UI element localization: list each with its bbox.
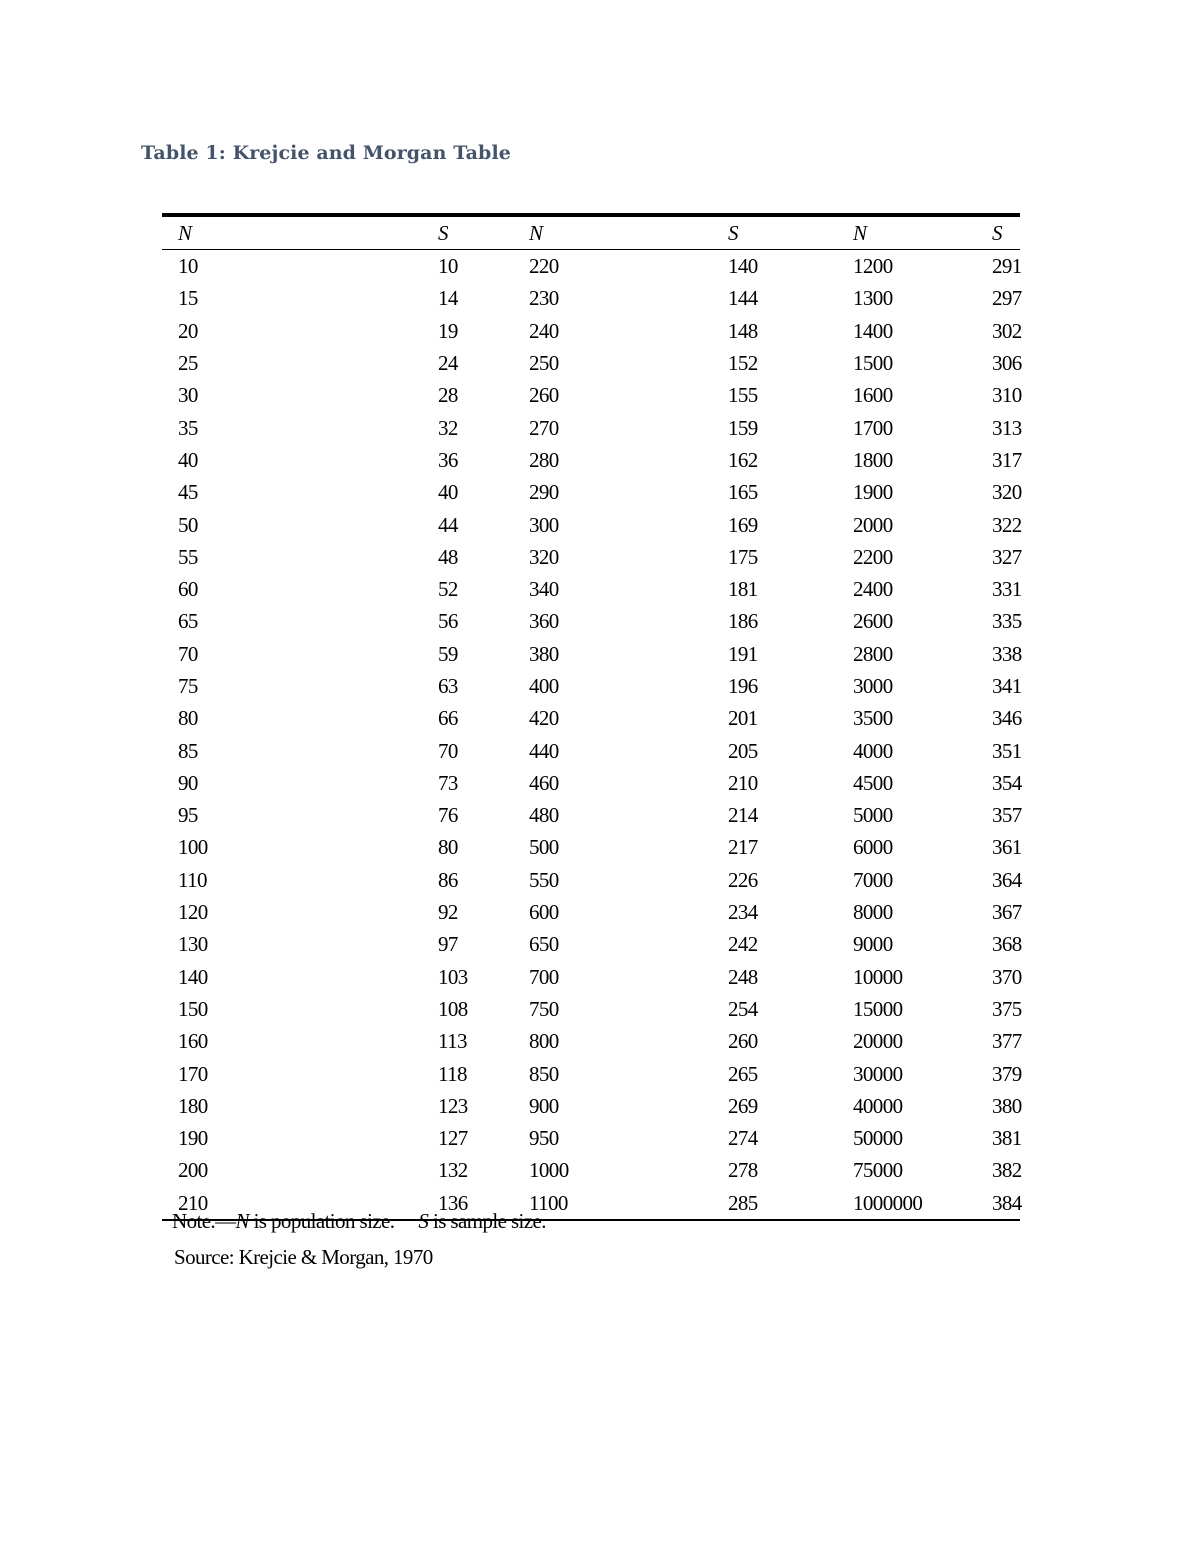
cell-s-2: 234	[728, 900, 758, 925]
cell-n-1: 170	[178, 1061, 208, 1086]
cell-s-3: 306	[992, 351, 1022, 376]
cell-n-2: 340	[529, 577, 559, 602]
cell-n-2: 750	[529, 996, 559, 1021]
cell-s-3: 364	[992, 867, 1022, 892]
cell-n-2: 360	[529, 609, 559, 634]
cell-n-3: 1000000	[853, 1190, 923, 1215]
cell-n-1: 200	[178, 1158, 208, 1183]
cell-n-3: 1400	[853, 318, 893, 343]
cell-n-3: 2000	[853, 512, 893, 537]
cell-s-2: 186	[728, 609, 758, 634]
cell-n-1: 25	[178, 351, 198, 376]
cell-n-2: 270	[529, 415, 559, 440]
cell-s-3: 310	[992, 383, 1022, 408]
cell-n-3: 1600	[853, 383, 893, 408]
cell-n-3: 75000	[853, 1158, 903, 1183]
cell-n-1: 95	[178, 803, 198, 828]
cell-n-3: 9000	[853, 932, 893, 957]
cell-n-1: 55	[178, 544, 198, 569]
cell-s-1: 73	[438, 770, 458, 795]
cell-s-2: 278	[728, 1158, 758, 1183]
cell-s-1: 19	[438, 318, 458, 343]
cell-s-3: 291	[992, 254, 1022, 279]
cell-s-3: 375	[992, 996, 1022, 1021]
cell-s-1: 86	[438, 867, 458, 892]
table-row	[162, 1154, 1020, 1186]
cell-n-2: 280	[529, 447, 559, 472]
cell-n-3: 1300	[853, 286, 893, 311]
cell-s-2: 175	[728, 544, 758, 569]
cell-s-2: 269	[728, 1093, 758, 1118]
cell-n-1: 60	[178, 577, 198, 602]
table-row	[162, 508, 1020, 540]
cell-n-3: 2400	[853, 577, 893, 602]
cell-s-2: 260	[728, 1029, 758, 1054]
cell-s-2: 274	[728, 1126, 758, 1151]
cell-n-1: 30	[178, 383, 198, 408]
cell-s-1: 123	[438, 1093, 468, 1118]
cell-s-3: 379	[992, 1061, 1022, 1086]
cell-s-3: 346	[992, 706, 1022, 731]
cell-s-1: 103	[438, 964, 468, 989]
cell-n-3: 2200	[853, 544, 893, 569]
table-row	[162, 476, 1020, 508]
cell-s-1: 36	[438, 447, 458, 472]
cell-n-1: 210	[178, 1190, 208, 1215]
header-sample-size-1: S	[438, 221, 449, 245]
cell-n-3: 1800	[853, 447, 893, 472]
cell-n-2: 900	[529, 1093, 559, 1118]
cell-n-1: 85	[178, 738, 198, 763]
table-note	[172, 1209, 546, 1234]
cell-n-1: 140	[178, 964, 208, 989]
cell-n-3: 4000	[853, 738, 893, 763]
cell-s-1: 59	[438, 641, 458, 666]
cell-s-3: 381	[992, 1126, 1022, 1151]
cell-n-2: 950	[529, 1126, 559, 1151]
source-citation: Source: Krejcie & Morgan, 1970	[174, 1245, 433, 1269]
cell-s-2: 162	[728, 447, 758, 472]
table-row	[162, 670, 1020, 702]
table-row	[162, 347, 1020, 379]
cell-n-1: 150	[178, 996, 208, 1021]
cell-n-3: 7000	[853, 867, 893, 892]
cell-n-2: 550	[529, 867, 559, 892]
table-row	[162, 379, 1020, 411]
cell-n-2: 320	[529, 544, 559, 569]
cell-n-2: 480	[529, 803, 559, 828]
cell-n-3: 2800	[853, 641, 893, 666]
cell-s-2: 196	[728, 674, 758, 698]
cell-s-3: 351	[992, 738, 1022, 763]
cell-s-3: 367	[992, 900, 1022, 925]
cell-s-1: 63	[438, 674, 458, 698]
cell-s-2: 217	[728, 835, 758, 860]
header-population-size-2: N	[529, 221, 544, 245]
cell-s-1: 127	[438, 1126, 468, 1151]
cell-s-2: 144	[728, 286, 758, 311]
cell-s-1: 113	[438, 1029, 467, 1054]
note-n-text: is population size.	[253, 1209, 395, 1233]
cell-s-2: 285	[728, 1190, 758, 1215]
cell-s-2: 152	[728, 351, 758, 376]
table-row	[162, 961, 1020, 993]
cell-s-3: 297	[992, 286, 1022, 311]
cell-n-3: 1500	[853, 351, 893, 376]
cell-n-1: 50	[178, 512, 198, 537]
cell-n-3: 6000	[853, 835, 893, 860]
cell-s-1: 28	[438, 383, 458, 408]
table-row	[162, 734, 1020, 766]
table-row	[162, 799, 1020, 831]
cell-s-2: 155	[728, 383, 758, 408]
cell-n-3: 20000	[853, 1029, 903, 1054]
cell-s-2: 201	[728, 706, 758, 731]
cell-n-3: 3000	[853, 674, 893, 698]
cell-s-1: 52	[438, 577, 458, 602]
cell-s-3: 338	[992, 641, 1022, 666]
cell-n-3: 1900	[853, 480, 893, 505]
cell-n-2: 260	[529, 383, 559, 408]
table-row	[162, 1057, 1020, 1089]
header-sample-size-3: S	[992, 221, 1003, 245]
table-row	[162, 767, 1020, 799]
note-n-symbol: N	[235, 1209, 249, 1233]
cell-s-2: 205	[728, 738, 758, 763]
cell-s-1: 76	[438, 803, 458, 828]
cell-n-2: 1000	[529, 1158, 569, 1183]
cell-s-2: 226	[728, 867, 758, 892]
cell-s-3: 335	[992, 609, 1022, 634]
cell-s-1: 44	[438, 512, 458, 537]
table-body	[162, 250, 1020, 1220]
cell-n-2: 440	[529, 738, 559, 763]
table-row	[162, 928, 1020, 960]
table-row	[162, 864, 1020, 896]
cell-s-3: 382	[992, 1158, 1022, 1183]
cell-n-1: 10	[178, 254, 198, 279]
cell-s-3: 361	[992, 835, 1022, 860]
cell-n-1: 80	[178, 706, 198, 731]
cell-n-1: 100	[178, 835, 208, 860]
cell-n-1: 15	[178, 286, 198, 311]
cell-s-2: 210	[728, 770, 758, 795]
cell-n-1: 70	[178, 641, 198, 666]
cell-n-2: 290	[529, 480, 559, 505]
cell-s-3: 354	[992, 770, 1022, 795]
cell-s-1: 80	[438, 835, 458, 860]
cell-n-3: 10000	[853, 964, 903, 989]
cell-s-2: 191	[728, 641, 758, 666]
cell-n-3: 5000	[853, 803, 893, 828]
cell-s-1: 48	[438, 544, 458, 569]
cell-s-3: 370	[992, 964, 1022, 989]
cell-n-2: 240	[529, 318, 559, 343]
table-row	[162, 1090, 1020, 1122]
cell-s-3: 357	[992, 803, 1022, 828]
cell-s-3: 313	[992, 415, 1022, 440]
note-prefix: Note.—	[172, 1209, 236, 1233]
table-row	[162, 993, 1020, 1025]
cell-n-2: 420	[529, 706, 559, 731]
cell-n-3: 30000	[853, 1061, 903, 1086]
cell-s-2: 265	[728, 1061, 758, 1086]
table-row	[162, 315, 1020, 347]
cell-s-1: 66	[438, 706, 458, 731]
cell-n-2: 300	[529, 512, 559, 537]
cell-s-1: 24	[438, 351, 458, 376]
cell-s-1: 92	[438, 900, 458, 925]
cell-s-1: 10	[438, 254, 458, 279]
cell-s-2: 214	[728, 803, 758, 828]
cell-n-1: 75	[178, 674, 198, 698]
cell-n-1: 160	[178, 1029, 208, 1054]
cell-s-2: 169	[728, 512, 758, 537]
cell-s-3: 331	[992, 577, 1022, 602]
cell-s-3: 380	[992, 1093, 1022, 1118]
krejcie-morgan-table-container	[162, 213, 1020, 1221]
cell-s-1: 40	[438, 480, 458, 505]
table-row	[162, 444, 1020, 476]
table-row	[162, 411, 1020, 443]
cell-s-2: 181	[728, 577, 758, 602]
cell-n-1: 180	[178, 1093, 208, 1118]
table-row	[162, 831, 1020, 863]
cell-s-1: 32	[438, 415, 458, 440]
cell-n-2: 250	[529, 351, 559, 376]
cell-n-2: 220	[529, 254, 559, 279]
table-row	[162, 605, 1020, 637]
cell-s-3: 302	[992, 318, 1022, 343]
cell-n-2: 500	[529, 835, 559, 860]
cell-n-2: 1100	[529, 1190, 568, 1215]
krejcie-morgan-table	[162, 213, 1020, 1221]
cell-n-2: 460	[529, 770, 559, 795]
header-population-size-1: N	[178, 221, 193, 245]
cell-s-3: 341	[992, 674, 1022, 698]
table-row	[162, 1122, 1020, 1154]
cell-s-1: 14	[438, 286, 458, 311]
cell-s-1: 70	[438, 738, 458, 763]
table-row	[162, 541, 1020, 573]
cell-s-1: 136	[438, 1190, 468, 1215]
cell-s-3: 368	[992, 932, 1022, 957]
cell-s-2: 165	[728, 480, 758, 505]
cell-n-3: 50000	[853, 1126, 903, 1151]
cell-n-3: 15000	[853, 996, 903, 1021]
cell-n-1: 190	[178, 1126, 208, 1151]
cell-s-2: 159	[728, 415, 758, 440]
cell-n-1: 20	[178, 318, 198, 343]
cell-n-1: 90	[178, 770, 198, 795]
header-sample-size-2: S	[728, 221, 739, 245]
cell-n-2: 230	[529, 286, 559, 311]
cell-n-3: 8000	[853, 900, 893, 925]
table-row	[162, 282, 1020, 314]
cell-s-2: 242	[728, 932, 758, 957]
note-s-symbol: S	[418, 1209, 429, 1233]
cell-n-1: 65	[178, 609, 198, 634]
cell-s-1: 132	[438, 1158, 468, 1183]
cell-n-3: 1700	[853, 415, 893, 440]
cell-s-2: 248	[728, 964, 758, 989]
cell-n-1: 40	[178, 447, 198, 472]
cell-n-3: 4500	[853, 770, 893, 795]
cell-n-2: 700	[529, 964, 559, 989]
cell-s-3: 327	[992, 544, 1022, 569]
cell-n-2: 650	[529, 932, 559, 957]
cell-s-3: 317	[992, 447, 1022, 472]
cell-s-3: 322	[992, 512, 1022, 537]
cell-s-1: 108	[438, 996, 468, 1021]
cell-n-1: 35	[178, 415, 198, 440]
cell-n-2: 380	[529, 641, 559, 666]
cell-n-3: 3500	[853, 706, 893, 731]
cell-n-1: 110	[178, 867, 207, 892]
cell-s-2: 148	[728, 318, 758, 343]
table-row	[162, 573, 1020, 605]
table-row	[162, 896, 1020, 928]
cell-n-2: 850	[529, 1061, 559, 1086]
cell-n-1: 130	[178, 932, 208, 957]
cell-s-1: 56	[438, 609, 458, 634]
table-row	[162, 702, 1020, 734]
cell-n-2: 400	[529, 674, 559, 698]
table-row	[162, 250, 1020, 283]
cell-s-1: 118	[438, 1061, 467, 1086]
header-population-size-3: N	[853, 221, 868, 245]
cell-n-2: 600	[529, 900, 559, 925]
cell-s-3: 377	[992, 1029, 1022, 1054]
cell-n-3: 2600	[853, 609, 893, 634]
table-header-row	[162, 215, 1020, 250]
table-caption: Table 1: Krejcie and Morgan Table	[141, 142, 511, 164]
cell-s-3: 320	[992, 480, 1022, 505]
table-row	[162, 1025, 1020, 1057]
cell-s-2: 140	[728, 254, 758, 279]
cell-n-2: 800	[529, 1029, 559, 1054]
cell-n-1: 120	[178, 900, 208, 925]
cell-s-2: 254	[728, 996, 758, 1021]
table-row	[162, 638, 1020, 670]
cell-s-1: 97	[438, 932, 458, 957]
cell-n-1: 45	[178, 480, 198, 505]
cell-n-3: 1200	[853, 254, 893, 279]
cell-s-3: 384	[992, 1190, 1022, 1215]
cell-n-3: 40000	[853, 1093, 903, 1118]
note-s-text: is sample size.	[432, 1209, 546, 1233]
